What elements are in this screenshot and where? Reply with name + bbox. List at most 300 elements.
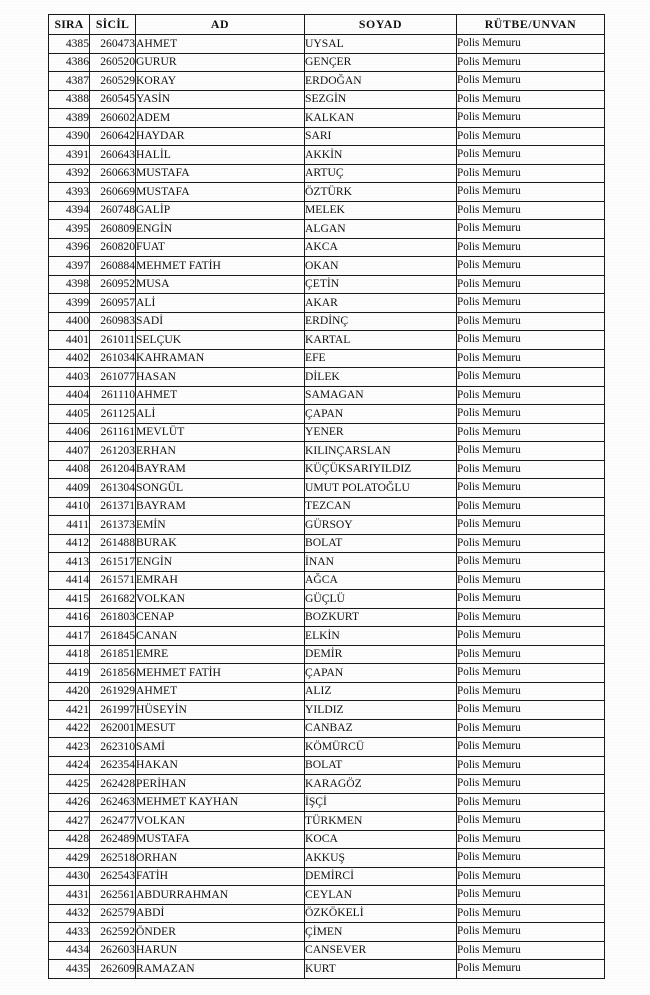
column-header-soyad: SOYAD [305,15,457,35]
cell-ad: HARUN [136,941,305,960]
cell-sicil: 261110 [90,386,136,405]
cell-rutbe: Polis Memuru [457,738,605,757]
cell-rutbe: Polis Memuru [457,53,605,72]
cell-soyad: ELKİN [305,627,457,646]
cell-soyad: TEZCAN [305,497,457,516]
cell-sira: 4390 [49,127,90,146]
cell-ad: HAKAN [136,756,305,775]
cell-ad: GURUR [136,53,305,72]
cell-rutbe: Polis Memuru [457,405,605,424]
cell-soyad: ÇAPAN [305,405,457,424]
cell-sicil: 261929 [90,682,136,701]
cell-sira: 4405 [49,405,90,424]
cell-sira: 4430 [49,867,90,886]
cell-ad: ADEM [136,109,305,128]
cell-sira: 4397 [49,257,90,276]
cell-rutbe: Polis Memuru [457,183,605,202]
cell-rutbe: Polis Memuru [457,812,605,831]
cell-ad: ALİ [136,405,305,424]
cell-sicil: 262603 [90,941,136,960]
cell-sicil: 260809 [90,220,136,239]
cell-sira: 4425 [49,775,90,794]
table-row [49,294,605,313]
cell-sicil: 260643 [90,146,136,165]
cell-soyad: KALKAN [305,109,457,128]
table-row [49,904,605,923]
cell-rutbe: Polis Memuru [457,627,605,646]
cell-sira: 4411 [49,516,90,535]
cell-sira: 4395 [49,220,90,239]
table-row [49,571,605,590]
cell-sira: 4385 [49,35,90,54]
table-row [49,331,605,350]
table-row [49,775,605,794]
cell-ad: VOLKAN [136,812,305,831]
cell-ad: SONGÜL [136,479,305,498]
cell-sira: 4432 [49,904,90,923]
cell-ad: FUAT [136,238,305,257]
cell-soyad: CANSEVER [305,941,457,960]
cell-sira: 4417 [49,627,90,646]
cell-rutbe: Polis Memuru [457,941,605,960]
cell-ad: MESUT [136,719,305,738]
cell-sira: 4406 [49,423,90,442]
cell-soyad: SARI [305,127,457,146]
cell-soyad: ALIZ [305,682,457,701]
cell-sicil: 262354 [90,756,136,775]
cell-sira: 4423 [49,738,90,757]
cell-sicil: 260957 [90,294,136,313]
cell-ad: MEHMET KAYHAN [136,793,305,812]
table-row [49,867,605,886]
table-row [49,109,605,128]
cell-sicil: 261077 [90,368,136,387]
table-row [49,442,605,461]
cell-soyad: AĞCA [305,571,457,590]
cell-sira: 4426 [49,793,90,812]
cell-sira: 4393 [49,183,90,202]
cell-soyad: ÇİMEN [305,923,457,942]
table-row [49,275,605,294]
cell-ad: YASİN [136,90,305,109]
cell-sira: 4414 [49,571,90,590]
cell-rutbe: Polis Memuru [457,590,605,609]
cell-ad: MEHMET FATİH [136,664,305,683]
cell-sira: 4399 [49,294,90,313]
table-row [49,201,605,220]
cell-soyad: SAMAGAN [305,386,457,405]
cell-rutbe: Polis Memuru [457,35,605,54]
cell-sira: 4408 [49,460,90,479]
cell-ad: MEHMET FATİH [136,257,305,276]
cell-ad: HASAN [136,368,305,387]
cell-ad: ÖNDER [136,923,305,942]
cell-ad: MUSTAFA [136,183,305,202]
cell-rutbe: Polis Memuru [457,645,605,664]
cell-ad: CENAP [136,608,305,627]
cell-rutbe: Polis Memuru [457,127,605,146]
cell-ad: ENGİN [136,220,305,239]
cell-sicil: 261851 [90,645,136,664]
table-row [49,590,605,609]
cell-sira: 4421 [49,701,90,720]
cell-soyad: BOZKURT [305,608,457,627]
cell-sira: 4413 [49,553,90,572]
cell-soyad: ERDİNÇ [305,312,457,331]
cell-soyad: AKAR [305,294,457,313]
cell-soyad: ERDOĞAN [305,72,457,91]
cell-ad: FATİH [136,867,305,886]
cell-ad: EMRAH [136,571,305,590]
cell-soyad: KÜÇÜKSARIYILDIZ [305,460,457,479]
cell-rutbe: Polis Memuru [457,386,605,405]
cell-sira: 4388 [49,90,90,109]
cell-sicil: 260663 [90,164,136,183]
table-row [49,164,605,183]
table-row [49,738,605,757]
cell-soyad: KARAGÖZ [305,775,457,794]
table-row [49,756,605,775]
table-row [49,479,605,498]
cell-sira: 4386 [49,53,90,72]
table-row [49,312,605,331]
cell-rutbe: Polis Memuru [457,479,605,498]
cell-sicil: 260473 [90,35,136,54]
table-row [49,830,605,849]
cell-sicil: 262609 [90,960,136,979]
cell-rutbe: Polis Memuru [457,109,605,128]
cell-sicil: 260545 [90,90,136,109]
table-header [49,15,605,35]
cell-sira: 4394 [49,201,90,220]
cell-sira: 4387 [49,72,90,91]
cell-rutbe: Polis Memuru [457,442,605,461]
cell-sira: 4429 [49,849,90,868]
cell-sicil: 261371 [90,497,136,516]
table-row [49,886,605,905]
cell-sira: 4427 [49,812,90,831]
cell-soyad: YILDIZ [305,701,457,720]
cell-rutbe: Polis Memuru [457,904,605,923]
cell-ad: SAMİ [136,738,305,757]
cell-sira: 4398 [49,275,90,294]
cell-rutbe: Polis Memuru [457,460,605,479]
column-header-rutbe: RÜTBE/UNVAN [457,15,605,35]
table-body [49,35,605,979]
cell-sicil: 261373 [90,516,136,535]
cell-soyad: YENER [305,423,457,442]
table-row [49,349,605,368]
table-container [48,14,604,979]
table-row [49,146,605,165]
table-row [49,460,605,479]
cell-ad: EMRE [136,645,305,664]
cell-sira: 4428 [49,830,90,849]
cell-sicil: 261997 [90,701,136,720]
cell-ad: CANAN [136,627,305,646]
cell-sira: 4391 [49,146,90,165]
cell-sira: 4402 [49,349,90,368]
cell-sicil: 261682 [90,590,136,609]
cell-soyad: SEZGİN [305,90,457,109]
cell-sicil: 262561 [90,886,136,905]
table-row [49,682,605,701]
table-row [49,812,605,831]
cell-rutbe: Polis Memuru [457,830,605,849]
table-row [49,627,605,646]
cell-ad: AHMET [136,35,305,54]
cell-sira: 4392 [49,164,90,183]
cell-rutbe: Polis Memuru [457,312,605,331]
cell-sicil: 260884 [90,257,136,276]
cell-sicil: 261488 [90,534,136,553]
cell-ad: BAYRAM [136,460,305,479]
cell-soyad: KOCA [305,830,457,849]
cell-sira: 4424 [49,756,90,775]
cell-rutbe: Polis Memuru [457,72,605,91]
cell-rutbe: Polis Memuru [457,349,605,368]
cell-rutbe: Polis Memuru [457,146,605,165]
cell-sicil: 261125 [90,405,136,424]
cell-sira: 4418 [49,645,90,664]
cell-soyad: İNAN [305,553,457,572]
cell-sicil: 260669 [90,183,136,202]
table-row [49,423,605,442]
cell-soyad: DEMİR [305,645,457,664]
column-header-sicil: SİCİL [90,15,136,35]
cell-sira: 4416 [49,608,90,627]
cell-soyad: KILINÇARSLAN [305,442,457,461]
cell-soyad: DEMİRCİ [305,867,457,886]
cell-sira: 4435 [49,960,90,979]
cell-rutbe: Polis Memuru [457,164,605,183]
table-row [49,701,605,720]
cell-sicil: 262543 [90,867,136,886]
cell-rutbe: Polis Memuru [457,775,605,794]
cell-soyad: DİLEK [305,368,457,387]
cell-sicil: 260952 [90,275,136,294]
cell-soyad: ÇAPAN [305,664,457,683]
cell-ad: ENGİN [136,553,305,572]
cell-rutbe: Polis Memuru [457,534,605,553]
cell-ad: ALİ [136,294,305,313]
polis-personel-tablosu [48,14,605,979]
table-row [49,72,605,91]
cell-sicil: 261203 [90,442,136,461]
cell-ad: AHMET [136,386,305,405]
cell-rutbe: Polis Memuru [457,257,605,276]
cell-rutbe: Polis Memuru [457,719,605,738]
cell-soyad: GENÇER [305,53,457,72]
cell-sira: 4389 [49,109,90,128]
cell-ad: SADİ [136,312,305,331]
cell-sicil: 261161 [90,423,136,442]
cell-sicil: 262592 [90,923,136,942]
cell-sicil: 260520 [90,53,136,72]
cell-sira: 4400 [49,312,90,331]
table-header-row [49,15,605,35]
column-header-sira: SIRA [49,15,90,35]
cell-soyad: KÖMÜRCÜ [305,738,457,757]
cell-ad: PERİHAN [136,775,305,794]
cell-sira: 4404 [49,386,90,405]
cell-ad: BURAK [136,534,305,553]
cell-soyad: AKKUŞ [305,849,457,868]
cell-sicil: 261517 [90,553,136,572]
cell-rutbe: Polis Memuru [457,664,605,683]
cell-soyad: CEYLAN [305,886,457,905]
cell-sicil: 260529 [90,72,136,91]
cell-soyad: BOLAT [305,534,457,553]
table-row [49,664,605,683]
cell-soyad: BOLAT [305,756,457,775]
table-row [49,608,605,627]
cell-ad: ABDURRAHMAN [136,886,305,905]
cell-soyad: OKAN [305,257,457,276]
cell-sicil: 260820 [90,238,136,257]
cell-soyad: GÜÇLÜ [305,590,457,609]
cell-sira: 4396 [49,238,90,257]
cell-ad: RAMAZAN [136,960,305,979]
table-row [49,516,605,535]
cell-ad: ABDİ [136,904,305,923]
table-row [49,35,605,54]
cell-ad: ERHAN [136,442,305,461]
table-row [49,183,605,202]
column-header-ad: AD [136,15,305,35]
cell-rutbe: Polis Memuru [457,201,605,220]
cell-rutbe: Polis Memuru [457,238,605,257]
cell-rutbe: Polis Memuru [457,571,605,590]
cell-sicil: 261845 [90,627,136,646]
table-row [49,220,605,239]
cell-soyad: GÜRSOY [305,516,457,535]
cell-soyad: TÜRKMEN [305,812,457,831]
cell-sicil: 261304 [90,479,136,498]
table-row [49,405,605,424]
table-row [49,257,605,276]
cell-rutbe: Polis Memuru [457,849,605,868]
cell-rutbe: Polis Memuru [457,497,605,516]
cell-soyad: ÖZTÜRK [305,183,457,202]
cell-sicil: 262477 [90,812,136,831]
cell-ad: MUSTAFA [136,164,305,183]
cell-sicil: 261856 [90,664,136,683]
table-row [49,238,605,257]
cell-soyad: ALGAN [305,220,457,239]
cell-rutbe: Polis Memuru [457,516,605,535]
table-row [49,719,605,738]
cell-rutbe: Polis Memuru [457,294,605,313]
cell-ad: AHMET [136,682,305,701]
cell-sira: 4403 [49,368,90,387]
cell-sicil: 261204 [90,460,136,479]
cell-rutbe: Polis Memuru [457,701,605,720]
cell-sicil: 262001 [90,719,136,738]
cell-ad: HALİL [136,146,305,165]
cell-rutbe: Polis Memuru [457,923,605,942]
cell-ad: HÜSEYİN [136,701,305,720]
cell-soyad: MELEK [305,201,457,220]
cell-rutbe: Polis Memuru [457,886,605,905]
table-row [49,960,605,979]
cell-soyad: EFE [305,349,457,368]
cell-sicil: 260748 [90,201,136,220]
table-row [49,849,605,868]
cell-sira: 4433 [49,923,90,942]
cell-rutbe: Polis Memuru [457,423,605,442]
cell-rutbe: Polis Memuru [457,867,605,886]
cell-sicil: 262463 [90,793,136,812]
cell-rutbe: Polis Memuru [457,220,605,239]
cell-sicil: 260642 [90,127,136,146]
cell-sicil: 260983 [90,312,136,331]
cell-rutbe: Polis Memuru [457,608,605,627]
cell-sira: 4420 [49,682,90,701]
cell-sira: 4422 [49,719,90,738]
cell-rutbe: Polis Memuru [457,793,605,812]
table-row [49,90,605,109]
cell-ad: SELÇUK [136,331,305,350]
cell-rutbe: Polis Memuru [457,90,605,109]
cell-ad: BAYRAM [136,497,305,516]
cell-soyad: ARTUÇ [305,164,457,183]
table-row [49,368,605,387]
cell-rutbe: Polis Memuru [457,331,605,350]
table-row [49,553,605,572]
table-row [49,127,605,146]
cell-rutbe: Polis Memuru [457,960,605,979]
cell-soyad: İŞÇİ [305,793,457,812]
cell-sira: 4401 [49,331,90,350]
table-row [49,497,605,516]
cell-soyad: UYSAL [305,35,457,54]
cell-sicil: 262489 [90,830,136,849]
cell-ad: MEVLÜT [136,423,305,442]
cell-soyad: CANBAZ [305,719,457,738]
cell-ad: MUSTAFA [136,830,305,849]
cell-sira: 4412 [49,534,90,553]
cell-rutbe: Polis Memuru [457,756,605,775]
cell-sicil: 262579 [90,904,136,923]
cell-soyad: KARTAL [305,331,457,350]
cell-sicil: 261034 [90,349,136,368]
cell-sicil: 261803 [90,608,136,627]
cell-sicil: 262518 [90,849,136,868]
cell-ad: MUSA [136,275,305,294]
table-row [49,645,605,664]
cell-sicil: 261571 [90,571,136,590]
cell-sicil: 261011 [90,331,136,350]
cell-sira: 4409 [49,479,90,498]
table-row [49,923,605,942]
cell-rutbe: Polis Memuru [457,368,605,387]
cell-sira: 4434 [49,941,90,960]
cell-sira: 4431 [49,886,90,905]
cell-sicil: 262428 [90,775,136,794]
cell-soyad: KURT [305,960,457,979]
cell-sira: 4415 [49,590,90,609]
cell-ad: VOLKAN [136,590,305,609]
cell-rutbe: Polis Memuru [457,682,605,701]
cell-sira: 4410 [49,497,90,516]
table-row [49,941,605,960]
cell-ad: GALİP [136,201,305,220]
table-row [49,793,605,812]
cell-soyad: AKCA [305,238,457,257]
cell-ad: KORAY [136,72,305,91]
cell-rutbe: Polis Memuru [457,275,605,294]
